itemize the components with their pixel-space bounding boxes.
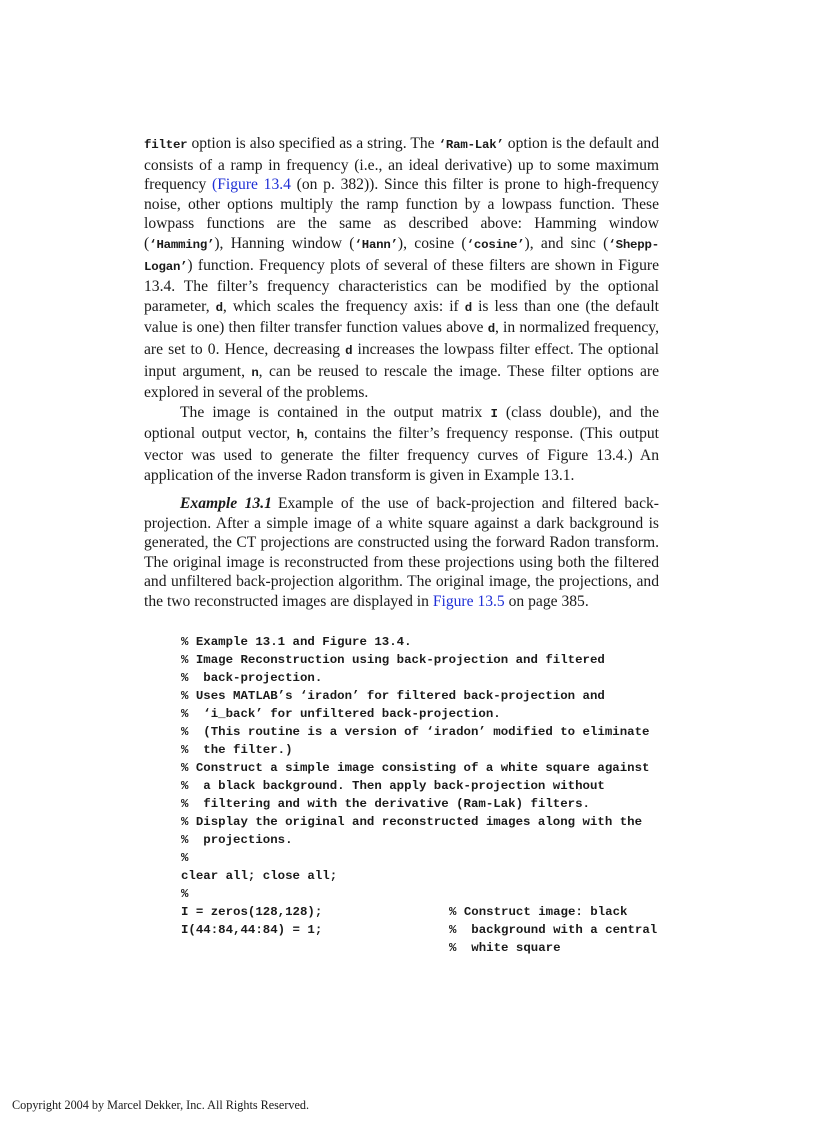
code-term: ‘cosine’: [466, 237, 525, 252]
paragraph-filter-options: [144, 134, 659, 403]
code-line: [181, 687, 671, 705]
text-run: increases the lowpass filter effect. The optional input argument,: [144, 340, 659, 380]
code-line: [181, 651, 671, 669]
code-statement: % ‘i_back’ for unfiltered back-projection.: [181, 707, 501, 721]
code-statement: % Display the original and reconstructed images along with the: [181, 815, 643, 829]
text-run: is less than one (the default value is one) then filter transfer function values above: [144, 297, 659, 337]
text-run: (class double), and the optional output vector,: [144, 403, 659, 443]
code-statement: %: [181, 851, 189, 865]
code-line: [181, 939, 671, 957]
example-label: Example 13.1: [180, 495, 272, 513]
code-line: [181, 759, 671, 777]
code-term: I: [490, 406, 498, 421]
code-term: d: [345, 343, 353, 358]
text-run: Example of the use of back-projection and filtered back-projection. After a simple image of a white square against a dark background is generated, the CT projections are constructed using the forward Radon transform. The original image is reconstructed from these projections using both the filtered and unfiltered back-projection algorithm. The original image, the projections, and the two reconstructed images are displayed in: [144, 495, 659, 611]
code-statement: I = zeros(128,128);: [181, 905, 323, 919]
text-run: option is the default and consists of a ramp in frequency (i.e., an ideal derivative) up to some maximum frequency: [144, 135, 659, 194]
code-line: [181, 813, 671, 831]
code-term: ‘Shepp-Logan’: [144, 237, 659, 274]
copyright-footer: Copyright 2004 by Marcel Dekker, Inc. All Rights Reserved.: [12, 1098, 310, 1112]
code-listing: [181, 633, 671, 957]
text-run: (on p. 382)). Since this filter is prone to high-frequency noise, other options multiply the ramp function by a lowpass function. These lowpass functions are the same as described above: Hamming window (: [144, 176, 659, 252]
code-line: [181, 705, 671, 723]
figure-13-5-link[interactable]: Figure 13.5: [432, 593, 505, 611]
code-line: [181, 831, 671, 849]
code-line: [181, 885, 671, 903]
body-text: [144, 134, 659, 612]
code-line: [181, 849, 671, 867]
code-term: ‘Hamming’: [149, 237, 215, 252]
code-term: d: [215, 300, 223, 315]
code-statement: I(44:84,44:84) = 1;: [181, 923, 323, 937]
code-term: ‘Ram-Lak’: [438, 138, 504, 152]
text-run: , which scales the frequency axis: if: [222, 297, 465, 315]
text-run: on page 385.: [504, 593, 589, 611]
code-line: [181, 723, 671, 741]
code-term: n: [251, 365, 259, 380]
code-term: ‘Hann’: [354, 237, 398, 252]
code-statement: % Image Reconstruction using back-projection and filtered: [181, 653, 605, 667]
code-statement: % (This routine is a version of ‘iradon’ modified to eliminate: [181, 725, 650, 739]
code-line: [181, 903, 671, 921]
text-run: , can be reused to rescale the image. These filter options are explored in several of the problems.: [144, 362, 659, 402]
code-line: [181, 633, 671, 651]
code-line: [181, 867, 671, 885]
code-statement: % filtering and with the derivative (Ram-Lak) filters.: [181, 797, 590, 811]
code-statement: % the filter.): [181, 743, 293, 757]
paragraph-example-13-1: [144, 494, 659, 612]
code-statement: % projections.: [181, 833, 293, 847]
code-line: [181, 741, 671, 759]
text-run: ) function. Frequency plots of several of these filters are shown in Figure 13.4. The filter’s frequency characteristics can be modified by the optional parameter,: [144, 256, 659, 315]
text-run: ), cosine (: [397, 234, 467, 252]
code-line: [181, 777, 671, 795]
code-statement: %: [181, 887, 189, 901]
text-run: option is also specified as a string. The: [187, 135, 439, 152]
code-statement: % Uses MATLAB’s ‘iradon’ for filtered back-projection and: [181, 689, 605, 703]
code-line: [181, 669, 671, 687]
code-statement: % a black background. Then apply back-projection without: [181, 779, 605, 793]
code-statement: % Example 13.1 and Figure 13.4.: [181, 635, 412, 649]
code-statement: clear all; close all;: [181, 869, 338, 883]
code-comment: % white square: [449, 941, 561, 955]
code-line: [181, 795, 671, 813]
code-comment: % background with a central: [449, 923, 658, 937]
code-comment: % Construct image: black: [449, 905, 628, 919]
paragraph-output-matrix: [144, 403, 659, 485]
text-run: ), and sinc (: [524, 234, 609, 252]
code-statement: % back-projection.: [181, 671, 323, 685]
figure-13-4-link[interactable]: (Figure 13.4: [212, 176, 291, 194]
code-term: h: [296, 428, 304, 443]
code-statement: % Construct a simple image consisting of a white square against: [181, 761, 650, 775]
code-term: filter: [144, 138, 188, 152]
code-term: d: [487, 322, 495, 337]
text-run: , in normalized frequency, are set to 0. Hence, decreasing: [144, 319, 659, 358]
text-run: , contains the filter’s frequency response. (This output vector was used to generate the filter frequency curves of Figure 13.4.) An application of the inverse Radon transform is given in Example 13.1.: [144, 425, 660, 484]
text-run: ), Hanning window (: [214, 234, 355, 252]
code-term: d: [464, 300, 473, 315]
code-line: [181, 921, 671, 939]
text-run: The image is contained in the output matrix: [180, 403, 491, 421]
